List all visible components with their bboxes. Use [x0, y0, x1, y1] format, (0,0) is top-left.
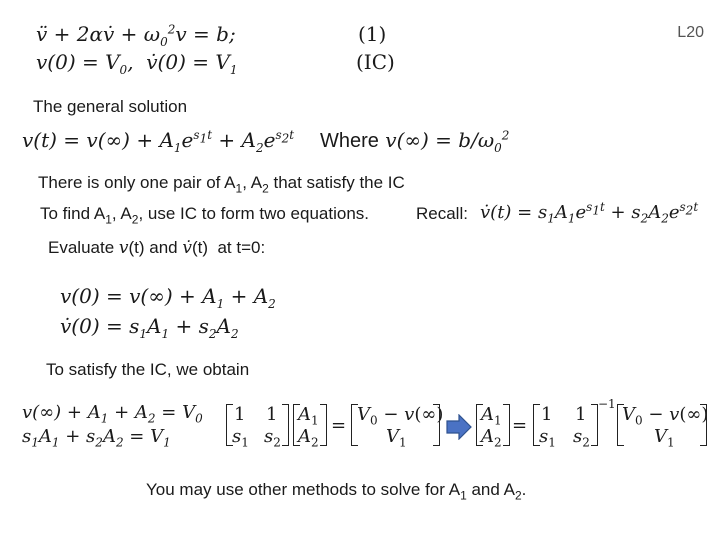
slide-number: L20: [677, 24, 704, 41]
recall-equation: v̇(t) = $s_1A_1e^{s_1t} + s_2A_2e^{s_2t}$: [480, 200, 699, 226]
evaluated-equation-1: $v(0) = v(\infty) + A_1 + A_2$: [60, 284, 276, 311]
to-find-text: To find $A_1$, $A_2$, use IC to form two equations.: [40, 204, 370, 227]
to-satisfy-text: To satisfy the IC, we obtain: [46, 360, 250, 379]
initial-conditions: $v(0) = V_0$, v̇(0) = $V_1$: [36, 50, 238, 77]
evaluate-text: Evaluate v(t) and v̇(t) at t=0:: [48, 238, 266, 258]
general-solution-heading: The general solution: [33, 97, 188, 116]
one-pair-text: There is only one pair of $A_1$, $A_2$ that satisfy the IC: [38, 173, 405, 196]
system-equation-1: $v(\infty) + A_1 + A_2 = V_0$: [22, 402, 203, 426]
equation-label-ic: (IC): [356, 50, 395, 74]
general-solution-equation: $v(t) = v(\infty) + A_1e^{s_1t} + A_2e^{s_2t}$: [22, 128, 295, 155]
recall-label: Recall:: [416, 204, 468, 223]
right-arrow-icon: [446, 414, 472, 440]
where-equation: Where $v(\infty) = b/\omega_0^2$: [320, 128, 510, 155]
equation-label-1: (1): [358, 22, 387, 46]
differential-equation: v̈ + 2αv̇ + $\omega_0^2v = b$;: [36, 22, 236, 49]
footer-text: You may use other methods to solve for $A_1$ and $A_2$.: [146, 480, 527, 503]
evaluated-equation-2: v̇(0) = $s_1A_1 + s_2A_2$: [60, 314, 239, 341]
system-equation-2: $s_1A_1 + s_2A_2 = V_1$: [22, 426, 171, 450]
